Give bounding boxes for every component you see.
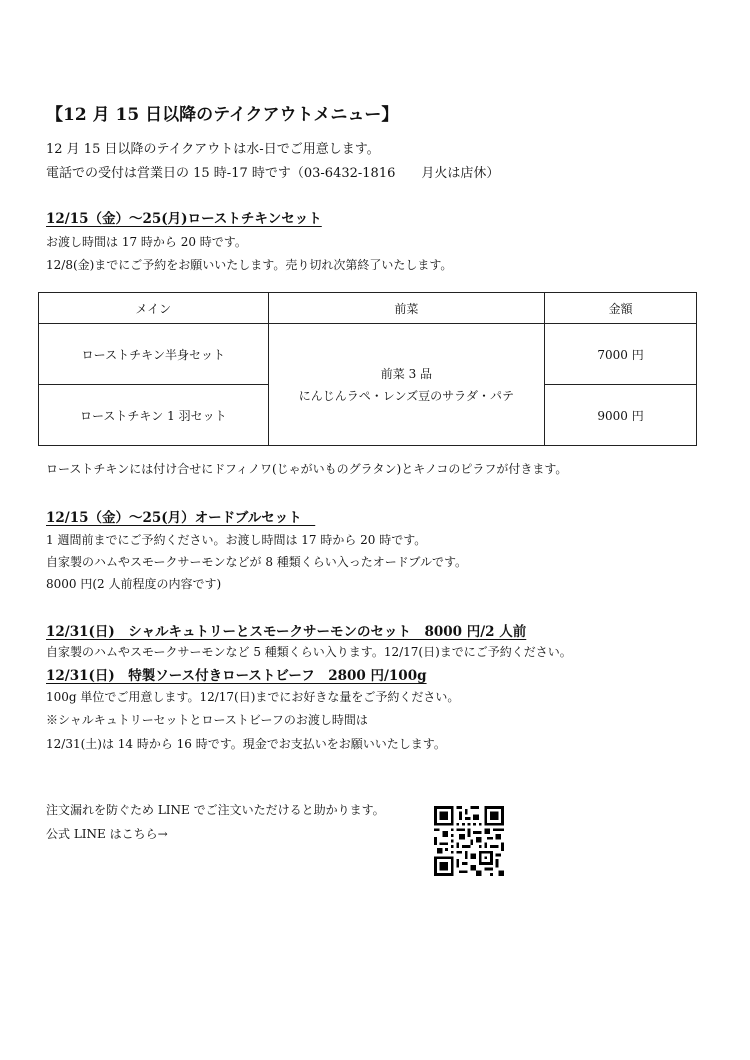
table-cell-main: ローストチキン半身セット: [39, 324, 269, 385]
section2-line-2: 自家製のハムやスモークサーモンなどが 8 種類くらい入ったオードブルです。: [46, 555, 467, 569]
section3-heading: 12/31(日) シャルキュトリーとスモークサーモンのセット 8000 円/2 人前: [46, 624, 527, 640]
section4-heading: 12/31(日) 特製ソース付きローストビーフ 2800 円/100g: [46, 668, 427, 684]
intro-line-1: 12 月 15 日以降のテイクアウトは水-日でご用意します。: [46, 142, 380, 157]
intro-line-2: 電話での受付は営業日の 15 時-17 時です（03-6432-1816 月火は店休）: [46, 166, 500, 181]
table-cell-price: 7000 円: [545, 324, 697, 385]
section4-line-3: 12/31(土)は 14 時から 16 時です。現金でお支払いをお願いいたします。: [46, 737, 446, 751]
table-header-main: メイン: [39, 293, 269, 324]
table-header-row: [39, 293, 697, 324]
table-cell-price: 9000 円: [545, 385, 697, 446]
section2-line-1: 1 週間前までにご予約ください。お渡し時間は 17 時から 20 時です。: [46, 533, 427, 547]
section2-heading: 12/15（金）～25(月）オードブルセット: [46, 510, 316, 526]
table-header-appetizer: 前菜: [268, 293, 545, 324]
menu-table: [38, 292, 697, 446]
section4-line-1: 100g 単位でご用意します。12/17(日)までにお好きな量をご予約ください。: [46, 690, 460, 704]
section3-line: 自家製のハムやスモークサーモンなど 5 種類くらい入ります。12/17(日)までにご予約ください。: [46, 645, 572, 659]
footer-line-1: 注文漏れを防ぐため LINE でご注文いただけると助かります。: [46, 803, 385, 817]
footer-line-2: 公式 LINE はこちら→: [46, 827, 168, 841]
table-header-price: 金額: [545, 293, 697, 324]
page-title: 【12 月 15 日以降のテイクアウトメニュー】: [46, 105, 399, 125]
table-row: [39, 324, 697, 385]
appetizer-line-1: 前菜 3 品: [380, 366, 433, 381]
appetizer-line-2: にんじんラペ・レンズ豆のサラダ・パテ: [298, 388, 515, 403]
table-cell-appetizer: [268, 324, 545, 446]
table-cell-main: ローストチキン 1 羽セット: [39, 385, 269, 446]
section2-line-3: 8000 円(2 人前程度の内容です): [46, 577, 222, 591]
section1-note: ローストチキンには付け合せにドフィノワ(じゃがいものグラタン)とキノコのピラフが付きます。: [46, 462, 568, 476]
section4-line-2: ※シャルキュトリーセットとローストビーフのお渡し時間は: [46, 713, 368, 727]
qr-code-icon[interactable]: [434, 806, 504, 876]
section1-line-2: 12/8(金)までにご予約をお願いいたします。売り切れ次第終了いたします。: [46, 258, 453, 272]
section1-line-1: お渡し時間は 17 時から 20 時です。: [46, 235, 247, 249]
section1-heading: 12/15（金）～25(月)ローストチキンセット: [46, 211, 322, 227]
